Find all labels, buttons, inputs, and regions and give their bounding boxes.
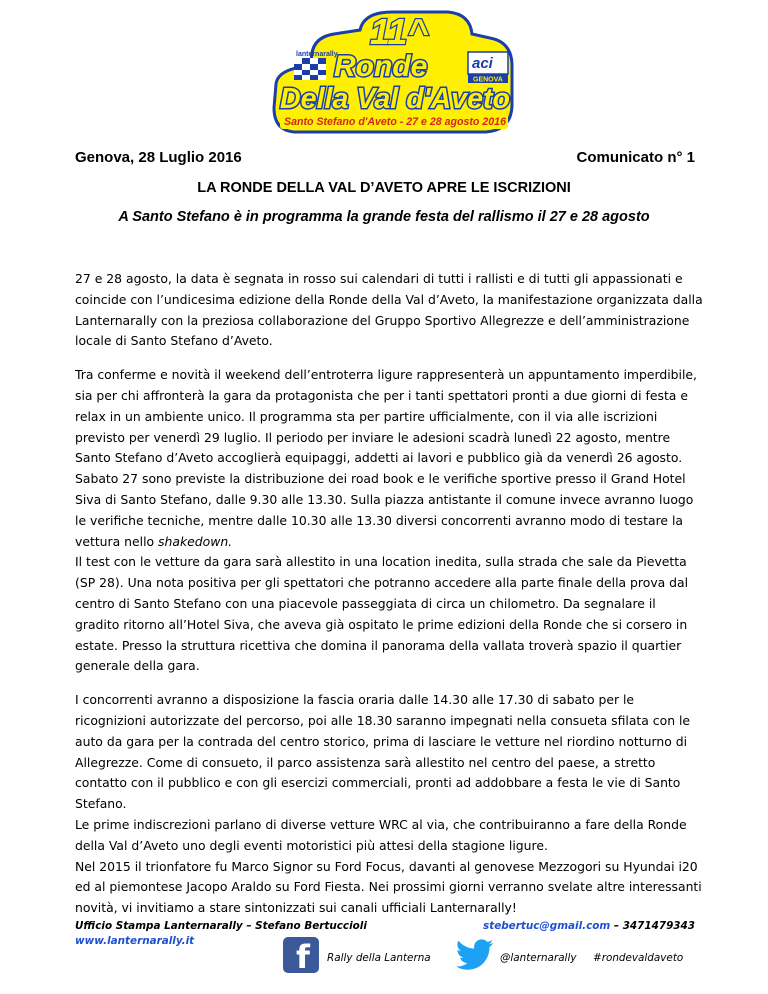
svg-text:11^: 11^ [370, 11, 429, 52]
hashtag: #rondevaldaveto [593, 952, 684, 964]
paragraph-3: Il test con le vetture da gara sarà allestito in una location inedita, sulla strada che sale da Pievetta (SP 28). Una nota positiva per gli spettatori che potranno accedere alla parte finale della prova dal centro di Santo Stefano con una piacevole passeggiata di circa un chilometro. Da segnalare il gradito ritorno all’Hotel Siva, che aveva già ospitato le prime edizioni della Ronde che si corsero in estate. Presso la struttura ricettiva che domina il panorama della vallata troverà spazio il quartier generale della gara. [75, 554, 689, 674]
paragraph-4: I concorrenti avranno a disposizione la fascia oraria dalle 14.30 alle 17.30 di sabato per le ricognizioni autorizzate del percorso, poi alle 18.30 saranno impegnati nella consueta sfilata con le auto da gara per la contrada del centro storico, prima di lasciare le vetture nel riordino notturno di Allegrezze. Come di consueto, il parco assistenza sarà allestito nel centro del paese, a stretto contatto con il pubblico e con gli esercizi commerciali, pronti ad addobbare a festa le vie di Santo Stefano. [75, 692, 691, 812]
release-number: Comunicato n° 1 [576, 149, 695, 166]
website-link[interactable]: www.lanternarally.it [75, 935, 195, 947]
paragraph-2-text: Tra conferme e novità il weekend dell’entroterra ligure rappresenterà un appuntamento imperdibile, sia per chi affronterà la gara da protagonista che per i tanti spettatori pronti a due giorni di festa e relax in un ambiente unico. Il programma sta per partire ufficialmente, con il via alle iscrizioni previsto per venerdì 29 luglio. Il periodo per inviare le adesioni scadrà lunedì 22 agosto, mentre Santo Stefano d’Aveto accoglierà equipaggi, addetti ai lavori e pubblico già da venerdì 26 agosto. Sabato 27 sono previste la distribuzione dei road book e le verifiche sportive presso il Grand Hotel Siva di Santo Stefano, dalle 9.30 alle 13.30. Sulla piazza antistante il comune invece avranno luogo le verifiche tecniche, mentre dalle 10.30 alle 13.30 diversi concorrenti avranno modo di testare la vettura nello [75, 367, 697, 549]
email-link[interactable]: stebertuc@gmail.com [483, 920, 611, 932]
paragraph-5: Le prime indiscrezioni parlano di diverse vetture WRC al via, che contribuiranno a fare della Ronde della Val d’Aveto uno degli eventi motoristici più attesi della stagione ligure. [75, 816, 687, 853]
contact-line [483, 920, 695, 932]
paragraph-1: 27 e 28 agosto, la data è segnata in rosso sui calendari di tutti i rallisti e di tutti gli appassionati e coincide con l’undicesima edizione della Ronde della Val d’Aveto, la manifestazione organizzata dalla Lanternarally con la preziosa collaborazione del Gruppo Sportivo Allegrezze e dell’amministrazione locale di Santo Stefano d’Aveto. [75, 271, 703, 349]
phone-separator: – [610, 920, 623, 932]
paragraph-6: Nel 2015 il trionfatore fu Marco Signor su Ford Focus, davanti al genovese Mezzogori su Hyundai i20 ed al piemontese Jacopo Araldo su Ford Fiesta. Nei prossimi giorni verranno svelate altre interessanti novità, vi invitiamo a stare sintonizzati sui canali ufficiali Lanternarally! [75, 858, 702, 916]
svg-text:GENOVA: GENOVA [473, 76, 503, 84]
subheadline: A Santo Stefano è in programma la grande festa del rallismo il 27 e 28 agosto [118, 209, 650, 225]
rally-logo [272, 8, 518, 136]
paragraph-2-italic: shakedown. [158, 533, 233, 549]
svg-text:Ronde: Ronde [334, 50, 428, 83]
svg-text:aci: aci [472, 55, 493, 72]
headline: LA RONDE DELLA VAL D’AVETO APRE LE ISCRIZIONI [197, 180, 571, 196]
phone-number: 3471479343 [622, 920, 695, 932]
twitter-icon[interactable] [456, 938, 494, 972]
article-body [75, 269, 703, 919]
paragraph-2 [75, 365, 703, 552]
svg-text:Santo Stefano d'Aveto - 27 e 2: Santo Stefano d'Aveto - 27 e 28 agosto 2016 [284, 116, 507, 128]
facebook-icon[interactable]: f [283, 937, 319, 973]
svg-text:Della Val d'Aveto: Della Val d'Aveto [280, 83, 510, 115]
twitter-label[interactable]: @lanternarally [500, 952, 577, 964]
checkered-flag-icon [294, 58, 326, 80]
release-date: Genova, 28 Luglio 2016 [75, 149, 242, 166]
svg-text:lanternarally: lanternarally [296, 51, 338, 58]
press-office: Ufficio Stampa Lanternarally – Stefano Bertuccioli [75, 920, 367, 932]
aci-badge-icon [468, 52, 508, 84]
facebook-label[interactable]: Rally della Lanterna [327, 952, 431, 964]
